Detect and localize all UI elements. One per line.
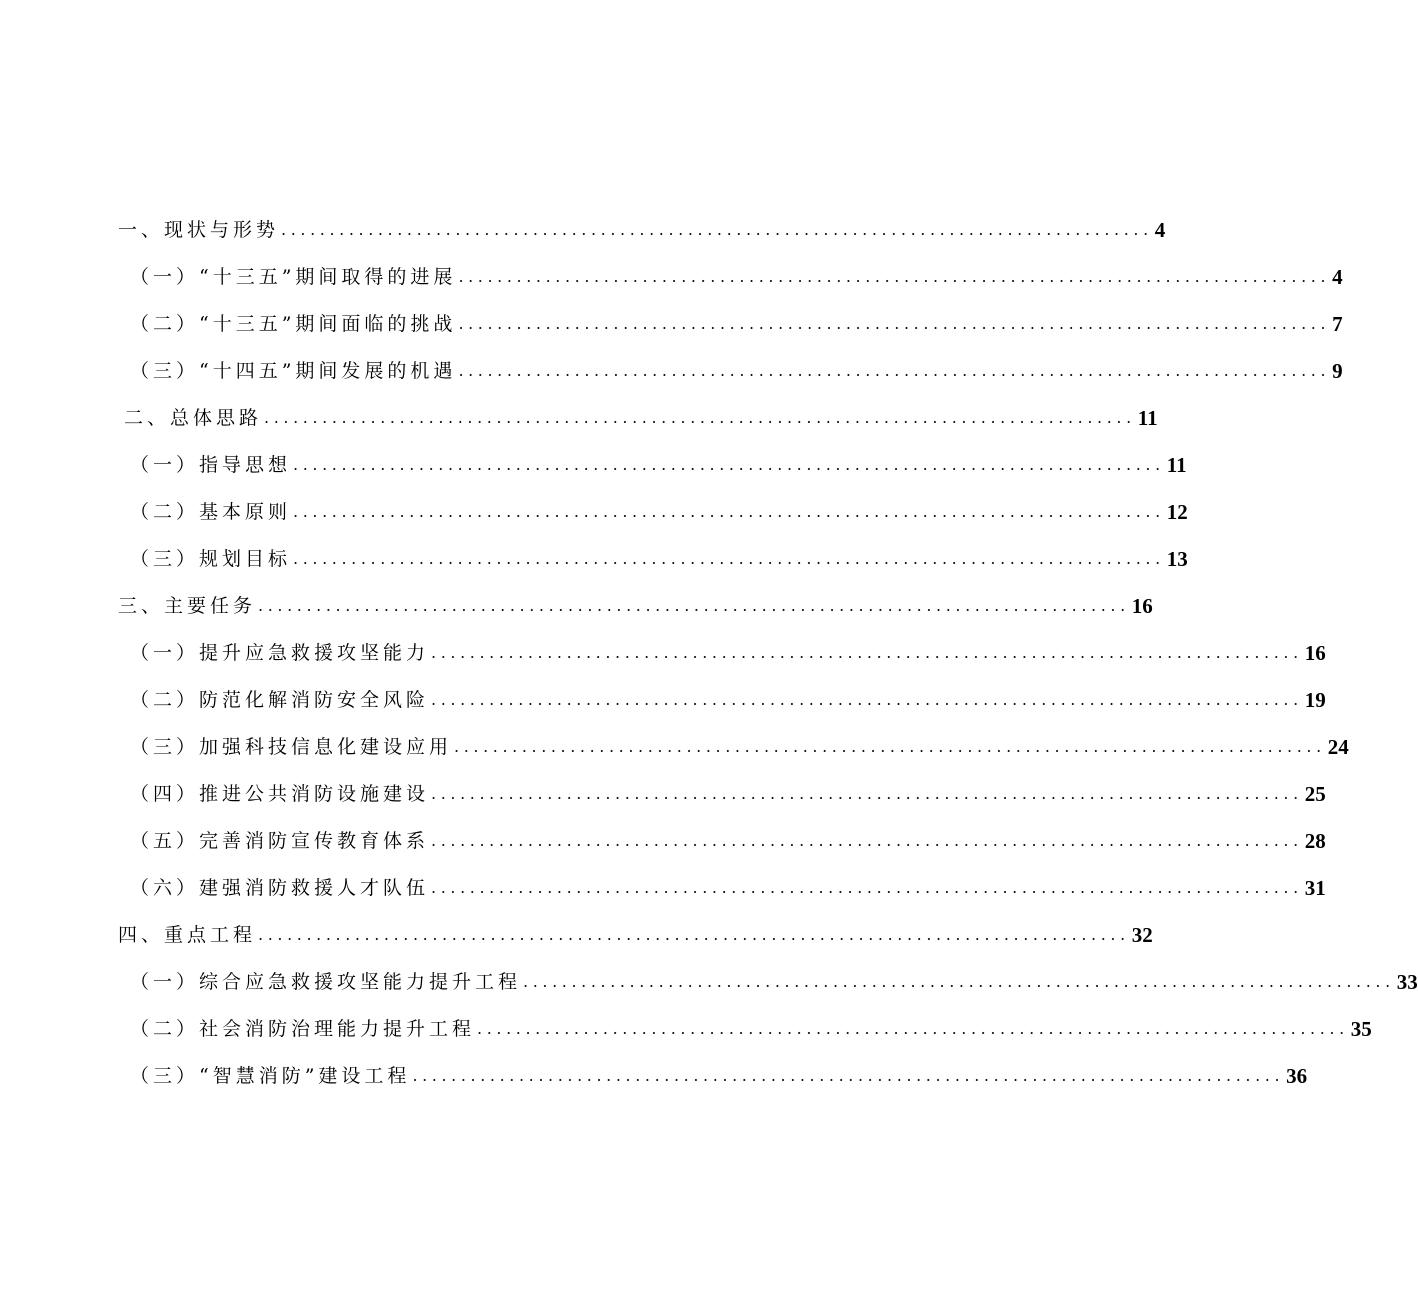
toc-dot-leader: .......................................................................................... bbox=[431, 643, 1303, 662]
toc-entry[interactable] bbox=[130, 355, 1343, 387]
toc-entry-title: 二、总体思路 bbox=[124, 407, 263, 429]
toc-entry-title: （二）防范化解消防安全风险 bbox=[130, 689, 430, 711]
toc-entry[interactable] bbox=[130, 684, 1326, 716]
toc-entry-title: （一）指导思想 bbox=[130, 454, 292, 476]
toc-entry-title: （一）综合应急救援攻坚能力提升工程 bbox=[130, 971, 522, 993]
toc-entry-title: （四）推进公共消防设施建设 bbox=[130, 783, 430, 805]
toc-dot-leader: .......................................................................................... bbox=[258, 596, 1130, 615]
toc-dot-leader: .......................................................................................... bbox=[431, 878, 1303, 897]
toc-dot-leader: .......................................................................................... bbox=[412, 1066, 1285, 1085]
toc-entry-title: （一）“十三五”期间取得的进展 bbox=[130, 266, 457, 288]
toc-entry[interactable] bbox=[130, 308, 1343, 340]
toc-page-number: 35 bbox=[1350, 1017, 1372, 1041]
toc-entry[interactable] bbox=[130, 966, 1418, 998]
toc-entry[interactable] bbox=[130, 496, 1188, 528]
toc-dot-leader: .......................................................................................... bbox=[293, 455, 1165, 474]
toc-page-number: 16 bbox=[1131, 594, 1153, 618]
toc-dot-leader: .......................................................................................... bbox=[258, 925, 1130, 944]
toc-dot-leader: .......................................................................................... bbox=[454, 737, 1326, 756]
toc-page-number: 36 bbox=[1286, 1064, 1308, 1088]
toc-page-number: 9 bbox=[1332, 359, 1343, 383]
toc-entry-title: （五）完善消防宣传教育体系 bbox=[130, 830, 430, 852]
toc-entry[interactable] bbox=[130, 261, 1343, 293]
toc-page-number: 12 bbox=[1166, 500, 1188, 524]
toc-page-number: 7 bbox=[1332, 312, 1343, 336]
toc-page-number: 31 bbox=[1304, 876, 1326, 900]
toc-page-number: 25 bbox=[1304, 782, 1326, 806]
toc-entry-title: （二）社会消防治理能力提升工程 bbox=[130, 1018, 476, 1040]
toc-dot-leader: .......................................................................................... bbox=[477, 1019, 1349, 1038]
toc-entry-title: 一、现状与形势 bbox=[118, 219, 280, 241]
toc-dot-leader: .......................................................................................... bbox=[431, 690, 1303, 709]
toc-entry[interactable] bbox=[130, 1013, 1372, 1045]
toc-entry-title: （二）基本原则 bbox=[130, 501, 292, 523]
toc-page-number: 11 bbox=[1166, 453, 1187, 477]
toc-entry-title: 四、重点工程 bbox=[118, 924, 257, 946]
toc-entry-title: （三）“十四五”期间发展的机遇 bbox=[130, 360, 457, 382]
toc-dot-leader: .......................................................................................... bbox=[458, 267, 1331, 286]
toc-page-number: 28 bbox=[1304, 829, 1326, 853]
toc-entry[interactable] bbox=[130, 825, 1326, 857]
toc-page-number: 33 bbox=[1396, 970, 1418, 994]
toc-entry-title: （三）加强科技信息化建设应用 bbox=[130, 736, 453, 758]
toc-entry-title: （三）规划目标 bbox=[130, 548, 292, 570]
toc-dot-leader: .......................................................................................... bbox=[293, 502, 1165, 521]
toc-dot-leader: .......................................................................................... bbox=[523, 972, 1395, 991]
toc-entry[interactable] bbox=[130, 637, 1326, 669]
toc-entry[interactable] bbox=[130, 1060, 1308, 1092]
toc-entry[interactable] bbox=[130, 731, 1349, 763]
toc-page-number: 4 bbox=[1154, 218, 1166, 242]
toc-dot-leader: .......................................................................................... bbox=[281, 220, 1153, 239]
toc-page-number: 24 bbox=[1327, 735, 1349, 759]
toc-entry-title: （一）提升应急救援攻坚能力 bbox=[130, 642, 430, 664]
toc-entry[interactable] bbox=[118, 919, 1153, 951]
toc-dot-leader: .......................................................................................... bbox=[458, 361, 1331, 380]
toc-page-number: 16 bbox=[1304, 641, 1326, 665]
toc-entry[interactable] bbox=[130, 872, 1326, 904]
toc-page-number: 13 bbox=[1166, 547, 1188, 571]
toc-dot-leader: .......................................................................................... bbox=[293, 549, 1165, 568]
toc-page-number: 4 bbox=[1332, 265, 1343, 289]
toc-dot-leader: .......................................................................................... bbox=[458, 314, 1331, 333]
toc-entry-title: （六）建强消防救援人才队伍 bbox=[130, 877, 430, 899]
toc-entry[interactable] bbox=[130, 449, 1187, 481]
toc-entry[interactable] bbox=[118, 214, 1166, 246]
toc-entry-title: （二）“十三五”期间面临的挑战 bbox=[130, 313, 457, 335]
toc-dot-leader: .......................................................................................... bbox=[431, 831, 1303, 850]
toc-entry-title: 三、主要任务 bbox=[118, 595, 257, 617]
toc-entry-title: （三）“智慧消防”建设工程 bbox=[130, 1065, 411, 1087]
toc-entry[interactable] bbox=[118, 590, 1153, 622]
toc-page-number: 19 bbox=[1304, 688, 1326, 712]
toc-entry[interactable] bbox=[130, 543, 1188, 575]
toc-entry[interactable] bbox=[124, 402, 1158, 434]
toc-dot-leader: .......................................................................................... bbox=[431, 784, 1303, 803]
toc-page-number: 11 bbox=[1137, 406, 1158, 430]
toc-page-number: 32 bbox=[1131, 923, 1153, 947]
toc-entry[interactable] bbox=[130, 778, 1326, 810]
toc-dot-leader: .......................................................................................... bbox=[264, 408, 1136, 427]
